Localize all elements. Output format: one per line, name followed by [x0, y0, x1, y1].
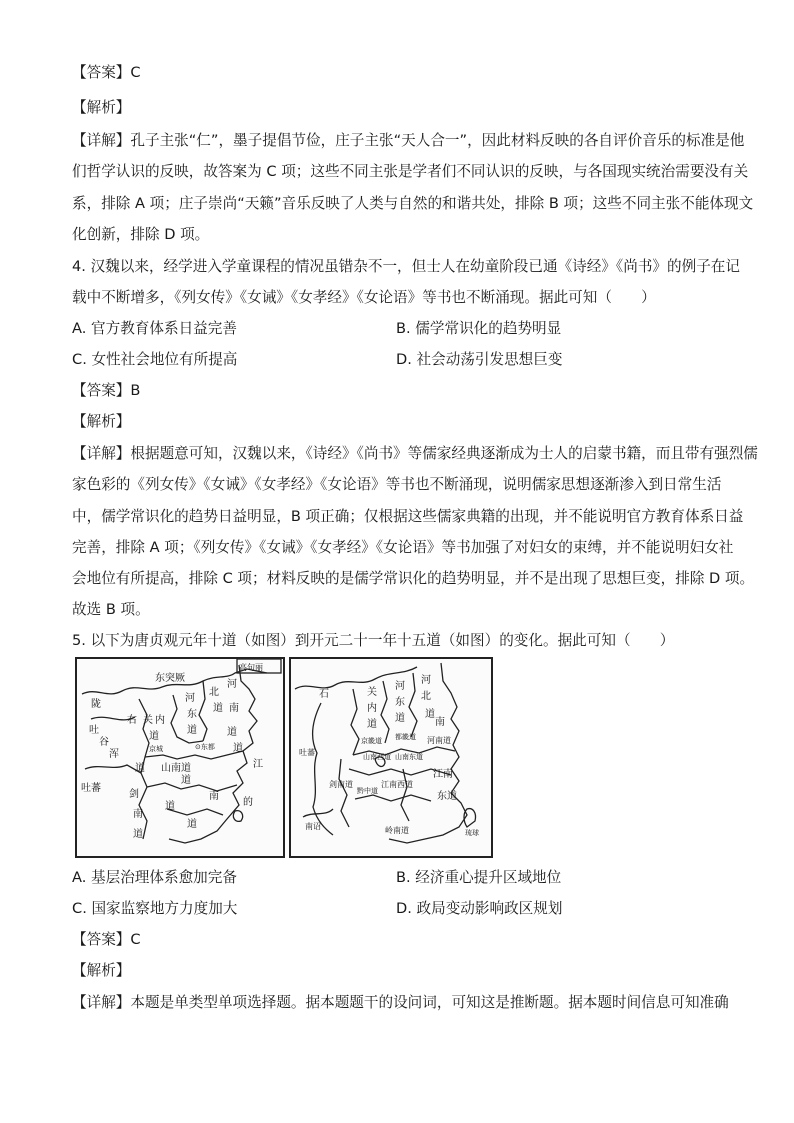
map2-label-dong2: 东道 [437, 791, 457, 802]
map2-label-he2: 河 [395, 681, 405, 692]
map1-label-dao5: 道 [233, 743, 243, 754]
map2-label-dong: 东 [395, 697, 405, 708]
map2-border-tubo [313, 703, 333, 835]
map1-label-dao8: 道 [181, 775, 191, 786]
map1-label-de: 的 [243, 797, 253, 808]
map2-border-jiangnanxi [355, 795, 431, 801]
q4-option-d: D. 社会动荡引发思想巨变 [396, 351, 563, 368]
map1-label-gaoli: 高句丽 [239, 663, 263, 672]
q4-option-b: B. 儒学常识化的趋势明显 [396, 320, 562, 337]
q4-stem-line-2: 载中不断增多，《列女传》《女诫》《女孝经》《女论语》等书也不断涌现。据此可知（ ） [72, 289, 656, 306]
q5-analysis-heading: 【解析】 [72, 962, 131, 979]
map-zhenguan-ten-circuits [75, 657, 285, 858]
map-kaiyuan-svg [291, 659, 491, 856]
map2-label-he: 河 [421, 675, 431, 686]
map-kaiyuan-fifteen-circuits [289, 657, 493, 858]
map1-label-dao2: 道 [149, 731, 159, 742]
map2-border-nanzhao [303, 809, 333, 817]
q4-analysis-heading: 【解析】 [72, 413, 131, 430]
q5-answer: 【答案】C [72, 931, 141, 948]
map2-label-henan: 河南道 [427, 736, 451, 745]
map2-label-dao3: 道 [367, 719, 377, 730]
q5-option-b: B. 经济重心提升区域地位 [396, 869, 562, 886]
map2-label-lingnan: 岭南道 [385, 826, 409, 835]
map1-label-dao9: 道 [165, 801, 175, 812]
map2-border-guannei [351, 689, 359, 755]
map1-border-lingnan [167, 809, 223, 815]
q4-option-a: A. 官方教育体系日益完善 [72, 320, 237, 337]
map1-border-longyou-guannei [139, 699, 149, 757]
map2-label-qianzhong: 黔中道 [357, 787, 378, 795]
map2-label-shi: 石 [319, 689, 329, 700]
map1-label-dao3: 道 [213, 703, 223, 714]
map1-label-nan2: 南 [133, 809, 143, 820]
map2-border-hedong [381, 681, 389, 743]
map1-label-jing: 京城 [149, 745, 163, 753]
map1-border-tubo [85, 765, 141, 773]
map2-border-jiannan [339, 759, 349, 827]
q4-option-c: C. 女性社会地位有所提高 [72, 351, 238, 368]
map1-label-hun: 浑 [109, 749, 119, 760]
q5-option-d: D. 政局变动影响政区规划 [396, 900, 563, 917]
map2-border-hebei [409, 673, 417, 737]
map1-label-dongdu: ⊙东都 [195, 743, 215, 751]
map1-label-dong: 东 [187, 709, 197, 720]
map1-label-tuyu: 吐 [89, 725, 99, 736]
map2-label-dujidao: 都畿道 [395, 733, 416, 741]
map1-label-dao4: 道 [227, 727, 237, 738]
map1-label-dao6: 道 [135, 763, 145, 774]
map2-label-jingji: 京畿道 [361, 737, 382, 745]
q3-detail-line-3: 系，排除 A 项；庄子崇尚“天籁”音乐反映了人类与自然的和谐共处，排除 B 项；这些不同主张不能体现文 [72, 195, 754, 212]
map2-label-shannanxi: 山南西道 [363, 753, 391, 761]
map2-label-dao: 道 [425, 709, 435, 720]
q3-analysis-heading: 【解析】 [72, 99, 131, 116]
map2-label-nanzhao: 南诏 [305, 822, 321, 831]
map1-label-he2: 河 [227, 679, 237, 690]
map1-border-hedong-hebei [199, 681, 207, 741]
q4-detail-line-6: 故选 B 项。 [72, 601, 150, 618]
map2-label-bei: 北 [421, 691, 431, 702]
map2-label-guannei: 关 [367, 687, 377, 698]
q5-option-a: A. 基层治理体系愈加完备 [72, 869, 237, 886]
map1-label-tubo: 吐蕃 [81, 783, 101, 794]
map1-border-jiangnan [147, 783, 237, 791]
map1-label-jiang: 江 [253, 759, 263, 770]
map1-label-gu: 谷 [99, 737, 109, 748]
map1-label-nan3: 南 [209, 791, 219, 802]
map2-label-shannandong: 山南东道 [395, 753, 423, 761]
q5-option-c: C. 国家监察地方力度加大 [72, 900, 238, 917]
map1-label-nei: 内 [155, 715, 165, 726]
map1-label-bei: 北 [209, 687, 219, 698]
map1-label-shannan: 山南道 [161, 763, 191, 774]
map1-label-you: 右 [127, 715, 137, 726]
map1-label-tujue: 东突厥 [155, 673, 185, 684]
q4-detail-line-1: 【详解】根据题意可知，汉魏以来，《诗经》《尚书》等儒家经典逐渐成为士人的启蒙书籍，而且带有强烈儒 [72, 445, 758, 462]
map2-border-jiangnandong [401, 769, 409, 821]
q3-detail-line-4: 化创新，排除 D 项。 [72, 226, 210, 243]
map1-label-nan1: 南 [229, 703, 239, 714]
map2-label-nei: 内 [367, 703, 377, 714]
map1-label-he1: 河 [185, 693, 195, 704]
map2-label-jiannan: 剑南道 [329, 780, 353, 789]
q4-detail-line-3: 中，儒学常识化的趋势日益明显，B 项正确；仅根据这些儒家典籍的出现，并不能说明官方教育体系日益 [72, 508, 744, 525]
map2-label-dao2: 道 [395, 713, 405, 724]
q5-detail-line-1: 【详解】本题是单类型单项选择题。据本题题干的设问词，可知这是推断题。据本题时间信息可知准确 [72, 994, 729, 1011]
map1-label-dao1: 道 [187, 725, 197, 736]
map1-island [233, 811, 242, 822]
map2-label-tubo: 吐蕃 [299, 748, 315, 757]
q4-detail-line-4: 完善，排除 A 项；《列女传》《女诫》《女孝经》《女论语》等书加强了对妇女的束缚，并不能说明妇女社 [72, 539, 734, 556]
map2-label-jiangnan: 江南 [433, 769, 453, 780]
map1-label-long: 陇 [91, 699, 101, 710]
q4-stem-line-1: 4. 汉魏以来，经学进入学童课程的情况虽错杂不一，但士人在幼童阶段已通《诗经》《尚书》的例子在记 [72, 258, 740, 275]
q3-detail-line-2: 们哲学认识的反映，故答案为 C 项；这些不同主张是学者们不同认识的反映，与各国现实统治需要没有关 [72, 163, 749, 180]
map1-label-jian: 剑 [129, 789, 139, 800]
map1-label-dao7: 道 [133, 829, 143, 840]
map2-label-nan: 南 [435, 717, 445, 728]
map2-label-liuqiu: 琉球 [465, 829, 479, 837]
map2-label-jiangnanxi: 江南西道 [381, 780, 413, 789]
q4-detail-line-2: 家色彩的《列女传》《女诫》《女孝经》《女论语》等书也不断涌现，说明儒家思想逐渐渗入到日常生活 [72, 476, 722, 493]
q4-detail-line-5: 会地位有所提高，排除 C 项；材料反映的是儒学常识化的趋势明显，并不是出现了思想巨变，排除 D 项。 [72, 570, 755, 587]
q5-stem: 5. 以下为唐贞观元年十道（如图）到开元二十一年十五道（如图）的变化。据此可知（ ） [72, 632, 675, 649]
map1-label-dao10: 道 [187, 819, 197, 830]
map-zhenguan-svg [77, 659, 283, 856]
q3-answer: 【答案】C [72, 64, 141, 81]
q3-detail-line-1: 【详解】孔子主张“仁”，墨子提倡节俭，庄子主张“天人合一”，因此材料反映的各自评价音乐的标准是他 [72, 132, 745, 149]
q4-answer: 【答案】B [72, 382, 141, 399]
map1-label-guan: 关 [143, 715, 153, 726]
